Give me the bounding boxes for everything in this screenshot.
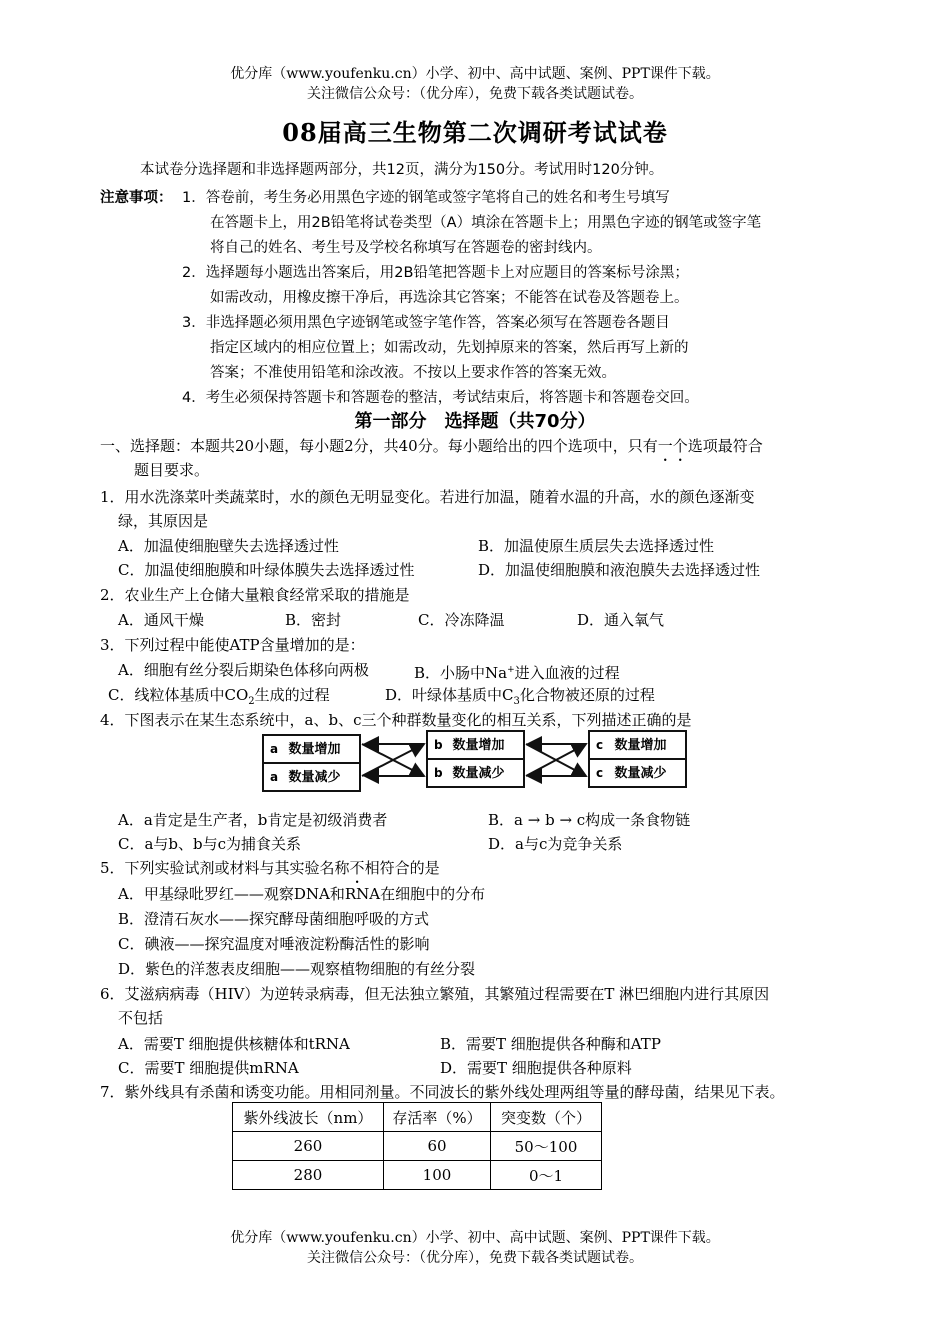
box-a-decrease-text: 数量减少 — [288, 770, 341, 785]
q5-emphasis: 不 — [349, 859, 365, 877]
box-c-label-1: c — [596, 738, 604, 752]
footer-line-2: 关注微信公众号：（优分库），免费下载各类试题试卷。 — [307, 1250, 643, 1266]
part1-instructions-cont: 题目要求。 — [134, 461, 210, 479]
q3-option-b-pre: B．小肠中Na — [414, 664, 508, 682]
table-row — [233, 1132, 602, 1161]
box-a-increase-text: 数量增加 — [288, 742, 341, 757]
note-3b: 指定区域内的相应位置上；如需改动，先划掉原来的答案，然后再写上新的 — [210, 340, 689, 356]
q3-stem: 3．下列过程中能使ATP含量增加的是： — [100, 636, 365, 654]
box-a-label-2: a — [270, 770, 279, 784]
table-header-survival: 存活率（%） — [384, 1103, 491, 1132]
part1-instructions-post: 选项最符合 — [687, 437, 763, 455]
intro-text: 本试卷分选择题和非选择题两部分，共12页，满分为150分。考试用时120分钟。 — [140, 162, 664, 178]
header-line-1: 优分库（www.youfenku.cn）小学、初中、高中试题、案例、PPT课件下载。 — [230, 66, 720, 82]
header-line-2: 关注微信公众号：（优分库），免费下载各类试题试卷。 — [307, 86, 643, 102]
q3-option-a: A．细胞有丝分裂后期染色体移向两极 — [118, 661, 369, 679]
q2-stem: 2．农业生产上仓储大量粮食经常采取的措施是 — [100, 586, 410, 604]
table-row — [233, 1161, 602, 1190]
q5-option-b: B．澄清石灰水——探究酵母菌细胞呼吸的方式 — [118, 910, 430, 928]
q3-option-c-sub: 2 — [248, 696, 255, 707]
q3-option-b-sup: + — [507, 665, 515, 675]
q1-stem-1: 1．用水洗涤菜叶类蔬菜时，水的颜色无明显变化。若进行加温，随着水温的升高，水的颜色逐渐变 — [100, 488, 755, 506]
q5-option-c: C．碘液——探究温度对唾液淀粉酶活性的影响 — [118, 935, 430, 953]
q6-option-b: B．需要T 细胞提供各种酶和ATP — [440, 1035, 661, 1053]
q4-option-d: D．a与c为竞争关系 — [488, 835, 623, 853]
q3-option-d — [385, 685, 655, 712]
note-3a: 3．非选择题必须用黑色字迹钢笔或签字笔作答，答案必须写在答题卷各题目 — [182, 315, 670, 331]
q1-option-d: D．加温使细胞膜和液泡膜失去选择透过性 — [478, 561, 761, 579]
q2-option-c: C．冷冻降温 — [418, 611, 505, 629]
box-b-label-2: b — [434, 766, 443, 780]
table-header-mutations: 突变数（个） — [491, 1103, 602, 1132]
q3-option-d-post: 化合物被还原的过程 — [519, 686, 655, 704]
q5-stem-post: 相符合的是 — [364, 859, 440, 877]
q4-option-c: C．a与b、b与c为捕食关系 — [118, 835, 302, 853]
q3-option-d-sub: 3 — [513, 696, 520, 707]
box-a-label-1: a — [270, 742, 279, 756]
box-b-label-1: b — [434, 738, 443, 752]
q2-option-a: A．通风干燥 — [118, 611, 204, 629]
part1-instructions — [100, 436, 763, 456]
table-header-wavelength: 紫外线波长（nm） — [233, 1103, 384, 1132]
q3-option-c-pre: C．线粒体基质中CO — [108, 686, 249, 704]
note-1c: 将自己的姓名、考生号及学校名称填写在答题卷的密封线内。 — [210, 240, 602, 256]
box-b-decrease-text: 数量减少 — [452, 766, 505, 781]
population-diagram — [262, 730, 690, 790]
q1-option-b: B．加温使原生质层失去选择透过性 — [478, 537, 715, 555]
q5-stem — [100, 858, 440, 878]
diagram-arrows — [262, 730, 690, 790]
note-2b: 如需改动，用橡皮擦干净后，再选涂其它答案；不能答在试卷及答题卷上。 — [210, 290, 689, 306]
q4-stem: 4．下图表示在某生态系统中，a、b、c三个种群数量变化的相互关系，下列描述正确的是 — [100, 711, 692, 729]
q7-stem: 7．紫外线具有杀菌和诱变功能。用相同剂量。不同波长的紫外线处理两组等量的酵母菌，结果见下表。 — [100, 1083, 785, 1101]
notes-label: 注意事项： — [100, 190, 173, 206]
note-2a: 2．选择题每小题选出答案后，用2B铅笔把答题卡上对应题目的答案标号涂黑； — [182, 265, 689, 281]
q6-option-d: D．需要T 细胞提供各种原料 — [440, 1059, 632, 1077]
table-cell: 60 — [384, 1132, 491, 1161]
q6-option-c: C．需要T 细胞提供mRNA — [118, 1059, 299, 1077]
q3-option-b — [414, 660, 620, 683]
q3-option-b-post: 进入血液的过程 — [514, 664, 620, 682]
q5-option-a: A．甲基绿吡罗红——观察DNA和RNA在细胞中的分布 — [118, 885, 486, 903]
table-header-row — [233, 1103, 602, 1132]
q4-option-b: B．a → b → c构成一条食物链 — [488, 811, 691, 829]
emphasis-dot-2: 个 — [672, 437, 688, 455]
q3-option-c — [108, 685, 330, 712]
q5-stem-pre: 5．下列实验试剂或材料与其实验名称 — [100, 859, 350, 877]
q6-stem-2: 不包括 — [118, 1009, 164, 1027]
table-cell: 0～1 — [491, 1161, 602, 1190]
page-title: 08届高三生物第二次调研考试试卷 — [282, 118, 668, 147]
table-cell: 100 — [384, 1161, 491, 1190]
table-cell: 50～100 — [491, 1132, 602, 1161]
q1-stem-2: 绿，其原因是 — [118, 512, 209, 530]
q3-option-d-pre: D．叶绿体基质中C — [385, 686, 514, 704]
box-c-label-2: c — [596, 766, 604, 780]
part1-instructions-pre: 一、选择题：本题共20小题，每小题2分，共40分。每小题给出的四个选项中，只有 — [100, 437, 658, 455]
section-heading: 第一部分 选择题（共70分） — [354, 411, 596, 432]
note-1b: 在答题卡上，用2B铅笔将试卷类型（A）填涂在答题卡上；用黑色字迹的钢笔或签字笔 — [210, 215, 762, 231]
q2-option-d: D．通入氧气 — [577, 611, 665, 629]
q6-stem-1: 6．艾滋病病毒（HIV）为逆转录病毒，但无法独立繁殖，其繁殖过程需要在T 淋巴细胞内进行其原因 — [100, 985, 770, 1003]
emphasis-dot-1: 一 — [657, 437, 673, 455]
note-3c: 答案；不准使用铅笔和涂改液。不按以上要求作答的答案无效。 — [210, 365, 616, 381]
q5-option-d: D．紫色的洋葱表皮细胞——观察植物细胞的有丝分裂 — [118, 960, 476, 978]
q4-option-a: A．a肯定是生产者，b肯定是初级消费者 — [118, 811, 388, 829]
q1-option-c: C．加温使细胞膜和叶绿体膜失去选择透过性 — [118, 561, 415, 579]
table-cell: 280 — [233, 1161, 384, 1190]
q6-option-a: A．需要T 细胞提供核糖体和tRNA — [118, 1035, 350, 1053]
q3-option-c-post: 生成的过程 — [254, 686, 330, 704]
q2-option-b: B．密封 — [285, 611, 342, 629]
q1-option-a: A．加温使细胞壁失去选择透过性 — [118, 537, 339, 555]
uv-results-table — [232, 1102, 602, 1190]
footer-line-1: 优分库（www.youfenku.cn）小学、初中、高中试题、案例、PPT课件下载。 — [230, 1230, 720, 1246]
box-c-increase-text: 数量增加 — [614, 738, 667, 753]
box-c-decrease-text: 数量减少 — [614, 766, 667, 781]
note-4: 4．考生必须保持答题卡和答题卷的整洁，考试结束后，将答题卡和答题卷交回。 — [182, 390, 699, 406]
box-b-increase-text: 数量增加 — [452, 738, 505, 753]
table-cell: 260 — [233, 1132, 384, 1161]
note-1a: 1．答卷前，考生务必用黑色字迹的钢笔或签字笔将自己的姓名和考生号填写 — [182, 190, 670, 206]
